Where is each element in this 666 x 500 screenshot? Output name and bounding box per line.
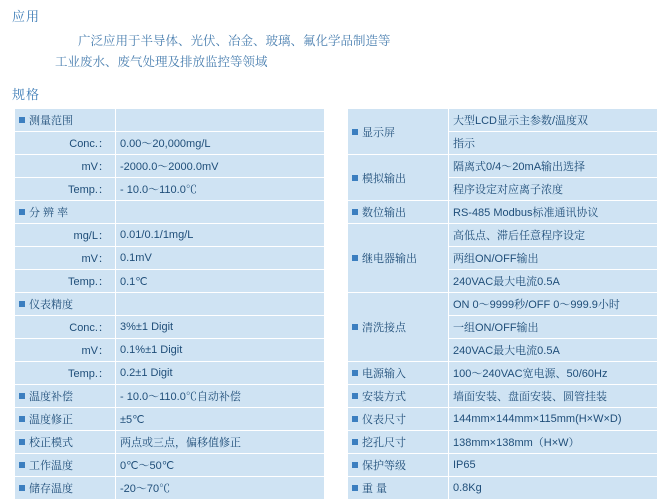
- row-value: IP65: [449, 454, 658, 477]
- table-row: [15, 201, 325, 224]
- square-bullet-icon: [19, 393, 25, 399]
- square-bullet-icon: [19, 462, 25, 468]
- table-row: [348, 201, 658, 224]
- row-label-text: 仪表尺寸: [362, 414, 406, 426]
- row-value: 墙面安装、盘面安装、圆管挂装: [449, 385, 658, 408]
- row-label: Temp.：: [15, 362, 116, 385]
- row-label-text: 储存温度: [29, 483, 73, 495]
- table-row: [15, 132, 325, 155]
- row-label: [348, 408, 449, 431]
- square-bullet-icon: [19, 416, 25, 422]
- row-label-text: 重 量: [362, 483, 388, 495]
- row-label: [15, 385, 116, 408]
- row-label: mV：: [15, 155, 116, 178]
- table-row: [348, 155, 658, 178]
- row-label: Conc.：: [15, 316, 116, 339]
- square-bullet-icon: [19, 301, 25, 307]
- row-value: ON 0～9999秒/OFF 0～999.9小时: [449, 293, 658, 316]
- right-spec-table: [347, 108, 658, 500]
- specification-heading: 规格: [12, 87, 41, 102]
- row-label: [15, 109, 116, 132]
- table-row: [15, 178, 325, 201]
- row-label-text: 校正模式: [29, 437, 73, 449]
- square-bullet-icon: [352, 175, 358, 181]
- row-label-text: 数位输出: [362, 207, 406, 219]
- row-value: - 10.0～110.0℃自动补偿: [116, 385, 325, 408]
- row-label-text: 测量范围: [29, 115, 73, 127]
- table-row: [348, 477, 658, 500]
- table-row: [348, 224, 658, 247]
- application-heading: 应用: [12, 9, 41, 24]
- table-row: [348, 293, 658, 316]
- table-row: [348, 362, 658, 385]
- row-value: 144mm×144mm×115mm(H×W×D): [449, 408, 658, 431]
- row-label-text: 模拟输出: [362, 172, 406, 185]
- row-label: [348, 201, 449, 224]
- table-row: [15, 431, 325, 454]
- row-label: [348, 477, 449, 500]
- table-row: [15, 109, 325, 132]
- table-row: [15, 477, 325, 500]
- table-row: [15, 385, 325, 408]
- application-text-line-1: 广泛应用于半导体、光伏、冶金、玻璃、氟化学品制造等: [78, 34, 391, 48]
- row-value: [116, 109, 325, 132]
- row-value: 0.2±1 Digit: [116, 362, 325, 385]
- row-label: [348, 224, 449, 293]
- row-label-text: 工作温度: [29, 460, 73, 472]
- row-value: 隔离式0/4～20mA输出选择: [449, 155, 658, 178]
- row-label-text: 清洗接点: [362, 322, 406, 334]
- row-label: [348, 385, 449, 408]
- square-bullet-icon: [19, 485, 25, 491]
- table-row: [15, 408, 325, 431]
- row-label-text: 显示屏: [362, 126, 395, 139]
- row-value: 3%±1 Digit: [116, 316, 325, 339]
- row-value-continued: 240VAC最大电流0.5A: [449, 270, 658, 293]
- table-row: [15, 316, 325, 339]
- row-value: 0.01/0.1/1mg/L: [116, 224, 325, 247]
- table-row: [15, 247, 325, 270]
- table-row: [348, 109, 658, 132]
- row-label: [15, 477, 116, 500]
- left-spec-table: [14, 108, 325, 500]
- specification-tables: [14, 108, 658, 500]
- square-bullet-icon: [352, 255, 358, 261]
- row-value-continued: 240VAC最大电流0.5A: [449, 339, 658, 362]
- row-label-text: 温度修正: [29, 414, 73, 426]
- table-row: [15, 293, 325, 316]
- table-row: [348, 385, 658, 408]
- row-value: [116, 201, 325, 224]
- row-value-continued: 程序设定对应离子浓度: [449, 178, 658, 201]
- row-label: [15, 201, 116, 224]
- row-value: - 10.0～110.0℃: [116, 178, 325, 201]
- row-label: [348, 362, 449, 385]
- row-value: ±5℃: [116, 408, 325, 431]
- table-row: [348, 431, 658, 454]
- row-value-continued: 指示: [449, 132, 658, 155]
- row-value: [116, 293, 325, 316]
- application-text-line-2: 工业废水、废气处理及排放监控等领域: [55, 55, 268, 69]
- square-bullet-icon: [352, 416, 358, 422]
- row-value: 0.1℃: [116, 270, 325, 293]
- row-label-text: 继电器输出: [362, 253, 417, 265]
- table-row: [348, 408, 658, 431]
- table-row: [15, 224, 325, 247]
- row-label: mV：: [15, 247, 116, 270]
- table-row: [15, 362, 325, 385]
- row-label: [15, 293, 116, 316]
- row-value: 138mm×138mm（H×W）: [449, 431, 658, 454]
- square-bullet-icon: [352, 370, 358, 376]
- row-value: 0.1%±1 Digit: [116, 339, 325, 362]
- row-label-text: 分 辨 率: [29, 207, 69, 219]
- row-value: 0℃～50℃: [116, 454, 325, 477]
- right-column: [347, 108, 658, 500]
- row-label-text: 仪表精度: [29, 299, 73, 311]
- left-column: [14, 108, 325, 500]
- row-value: -2000.0～2000.0mV: [116, 155, 325, 178]
- square-bullet-icon: [352, 324, 358, 330]
- table-row: [15, 339, 325, 362]
- row-label: mg/L：: [15, 224, 116, 247]
- square-bullet-icon: [352, 485, 358, 491]
- row-label: Conc.：: [15, 132, 116, 155]
- row-value-continued: 一组ON/OFF输出: [449, 316, 658, 339]
- row-label: [15, 431, 116, 454]
- row-label: [348, 293, 449, 362]
- square-bullet-icon: [352, 209, 358, 215]
- row-value: 0.1mV: [116, 247, 325, 270]
- row-label: [15, 454, 116, 477]
- row-value: -20～70℃: [116, 477, 325, 500]
- row-label: [348, 109, 449, 155]
- table-row: [15, 155, 325, 178]
- square-bullet-icon: [352, 129, 358, 135]
- table-row: [15, 454, 325, 477]
- row-value: 两点或三点，偏移值修正: [116, 431, 325, 454]
- row-value: 大型LCD显示主参数/温度双: [449, 109, 658, 132]
- row-value: RS-485 Modbus标准通讯协议: [449, 201, 658, 224]
- square-bullet-icon: [19, 209, 25, 215]
- row-label-text: 温度补偿: [29, 391, 73, 403]
- row-label: [348, 454, 449, 477]
- row-label: mV：: [15, 339, 116, 362]
- square-bullet-icon: [352, 393, 358, 399]
- row-value: 0.8Kg: [449, 477, 658, 500]
- row-label-text: 保护等级: [362, 460, 406, 472]
- row-value-continued: 两组ON/OFF输出: [449, 247, 658, 270]
- square-bullet-icon: [19, 439, 25, 445]
- row-label: [15, 408, 116, 431]
- row-label: [348, 155, 449, 201]
- row-value: 0.00～20,000mg/L: [116, 132, 325, 155]
- table-row: [348, 454, 658, 477]
- square-bullet-icon: [352, 439, 358, 445]
- row-label-text: 挖孔尺寸: [362, 437, 406, 449]
- row-label-text: 电源输入: [362, 368, 406, 380]
- row-label: Temp.：: [15, 270, 116, 293]
- square-bullet-icon: [19, 117, 25, 123]
- row-label: [348, 431, 449, 454]
- table-row: [15, 270, 325, 293]
- row-value: 100～240VAC宽电源、50/60Hz: [449, 362, 658, 385]
- row-value: 高低点、滞后任意程序设定: [449, 224, 658, 247]
- square-bullet-icon: [352, 462, 358, 468]
- row-label-text: 安装方式: [362, 391, 406, 403]
- row-label: Temp.：: [15, 178, 116, 201]
